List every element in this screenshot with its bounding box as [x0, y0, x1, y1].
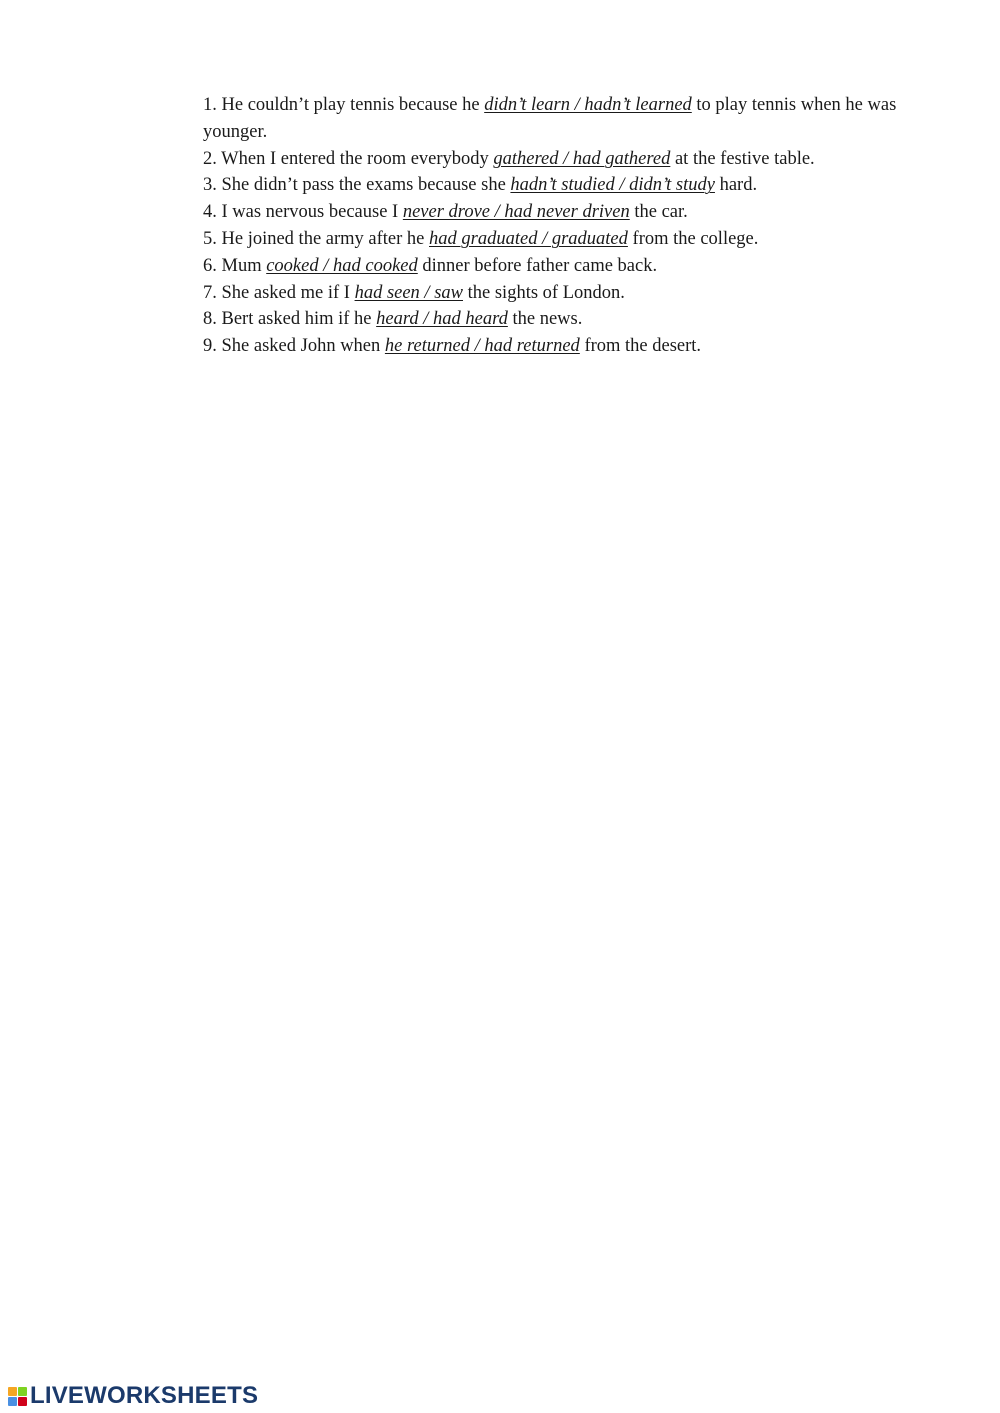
exercise-item-6	[203, 253, 933, 280]
item-text-after: hard.	[714, 175, 758, 196]
item-text-after: the car.	[629, 202, 688, 223]
exercise-item-1	[203, 92, 933, 146]
logo-block-icon	[8, 1397, 17, 1406]
answer-choice[interactable]: had graduated / graduated	[429, 228, 628, 249]
item-text-after: from the desert.	[579, 336, 702, 357]
logo-block-icon	[8, 1387, 17, 1396]
liveworksheets-logo	[8, 1383, 258, 1409]
answer-choice[interactable]: hadn’t studied / didn’t study	[510, 175, 715, 196]
item-text-after: the sights of London.	[463, 282, 625, 303]
answer-choice[interactable]: gathered / had gathered	[493, 148, 671, 169]
logo-text: LIVEWORKSHEETS	[30, 1382, 259, 1409]
item-text-before: 4. I was nervous because I	[203, 202, 403, 223]
exercise-item-2	[203, 146, 933, 173]
item-text-before: 7. She asked me if I	[203, 282, 355, 303]
exercise-item-3	[203, 172, 933, 199]
item-text-before: 2. When I entered the room everybody	[203, 148, 494, 169]
answer-choice[interactable]: didn’t learn / hadn’t learned	[484, 95, 692, 115]
answer-choice[interactable]: never drove / had never driven	[402, 202, 630, 223]
logo-blocks-icon	[8, 1387, 27, 1406]
item-text-after: the news.	[507, 309, 583, 330]
exercise-item-7	[203, 280, 933, 307]
exercise-item-5	[203, 226, 933, 253]
item-text-before: 1. He couldn’t play tennis because he	[203, 95, 485, 115]
answer-choice[interactable]: had seen / saw	[354, 282, 463, 303]
exercise-list	[203, 92, 933, 360]
answer-choice[interactable]: he returned / had returned	[384, 336, 580, 357]
item-text-before: 9. She asked John when	[203, 336, 385, 357]
exercise-item-8	[203, 306, 933, 333]
answer-choice[interactable]: heard / had heard	[376, 309, 508, 330]
item-text-after: from the college.	[627, 228, 759, 249]
answer-choice[interactable]: cooked / had cooked	[266, 255, 418, 276]
item-text-after: at the festive table.	[670, 148, 815, 169]
item-text-before: 8. Bert asked him if he	[203, 309, 377, 330]
logo-block-icon	[18, 1397, 27, 1406]
item-text-before: 5. He joined the army after he	[203, 228, 430, 249]
item-text-before: 6. Mum	[203, 255, 267, 276]
item-text-after: dinner before father came back.	[417, 255, 658, 276]
item-text-before: 3. She didn’t pass the exams because she	[203, 175, 511, 196]
item-text-after: to play tennis when he was younger.	[203, 95, 897, 142]
exercise-item-4	[203, 199, 933, 226]
exercise-item-9	[203, 333, 933, 360]
logo-block-icon	[18, 1387, 27, 1396]
